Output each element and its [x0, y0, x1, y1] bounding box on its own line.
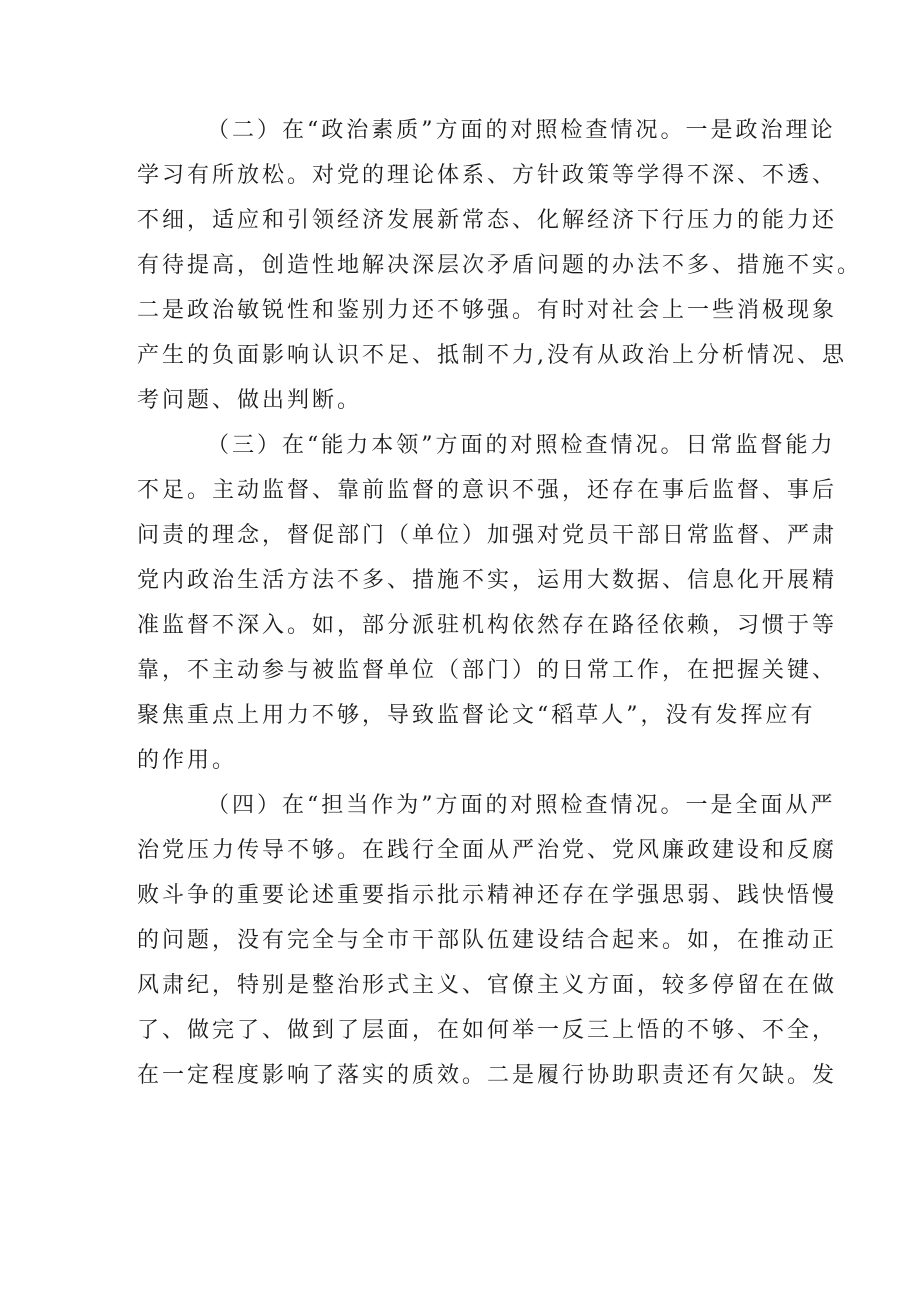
text-line: 党内政治生活方法不多、措施不实，运用大数据、信息化开展精 [137, 568, 838, 593]
paragraph-responsibility [137, 783, 838, 1098]
text-line: 在一定程度影响了落实的质效。二是履行协助职责还有欠缺。发 [137, 1063, 838, 1088]
text-line: 不足。主动监督、靠前监督的意识不强，还存在事后监督、事后 [137, 478, 838, 503]
text-line: 的问题，没有完全与全市干部队伍建设结合起来。如，在推动正 [137, 928, 838, 953]
text-line: 聚焦重点上用力不够，导致监督论文“稻草人”，没有发挥应有 [137, 703, 816, 728]
text-line: 败斗争的重要论述重要指示批示精神还存在学强思弱、践快悟慢 [137, 883, 838, 908]
text-line: （四）在“担当作为”方面的对照检查情况。一是全面从严 [207, 793, 836, 818]
text-line: 学习有所放松。对党的理论体系、方针政策等学得不深、不透、 [137, 163, 838, 188]
text-line: 产生的负面影响认识不足、抵制不力,没有从政治上分析情况、思 [137, 343, 847, 368]
paragraph-political-quality [137, 108, 863, 423]
text-line: 有待提高，创造性地解决深层次矛盾问题的办法不多、措施不实。 [137, 253, 863, 278]
text-line: （二）在“政治素质”方面的对照检查情况。一是政治理论 [207, 118, 836, 143]
text-line: 问责的理念，督促部门（单位）加强对党员干部日常监督、严肃 [137, 523, 838, 548]
paragraph-capability [137, 423, 838, 783]
text-line: 靠，不主动参与被监督单位（部门）的日常工作，在把握关键、 [137, 658, 838, 683]
text-line: 考问题、做出判断。 [137, 388, 363, 413]
document-body [137, 108, 863, 1098]
text-line: 风肃纪，特别是整治形式主义、官僚主义方面，较多停留在在做 [137, 973, 838, 998]
text-line: 二是政治敏锐性和鉴别力还不够强。有时对社会上一些消极现象 [137, 298, 838, 323]
text-line: 不细，适应和引领经济发展新常态、化解经济下行压力的能力还 [137, 208, 838, 233]
text-line: 治党压力传导不够。在践行全面从严治党、党风廉政建设和反腐 [137, 838, 838, 863]
text-line: 准监督不深入。如，部分派驻机构依然存在路径依赖，习惯于等 [137, 613, 838, 638]
text-line: 了、做完了、做到了层面，在如何举一反三上悟的不够、不全， [137, 1018, 838, 1043]
text-line: （三）在“能力本领”方面的对照检查情况。日常监督能力 [207, 433, 836, 458]
text-line: 的作用。 [137, 748, 238, 773]
